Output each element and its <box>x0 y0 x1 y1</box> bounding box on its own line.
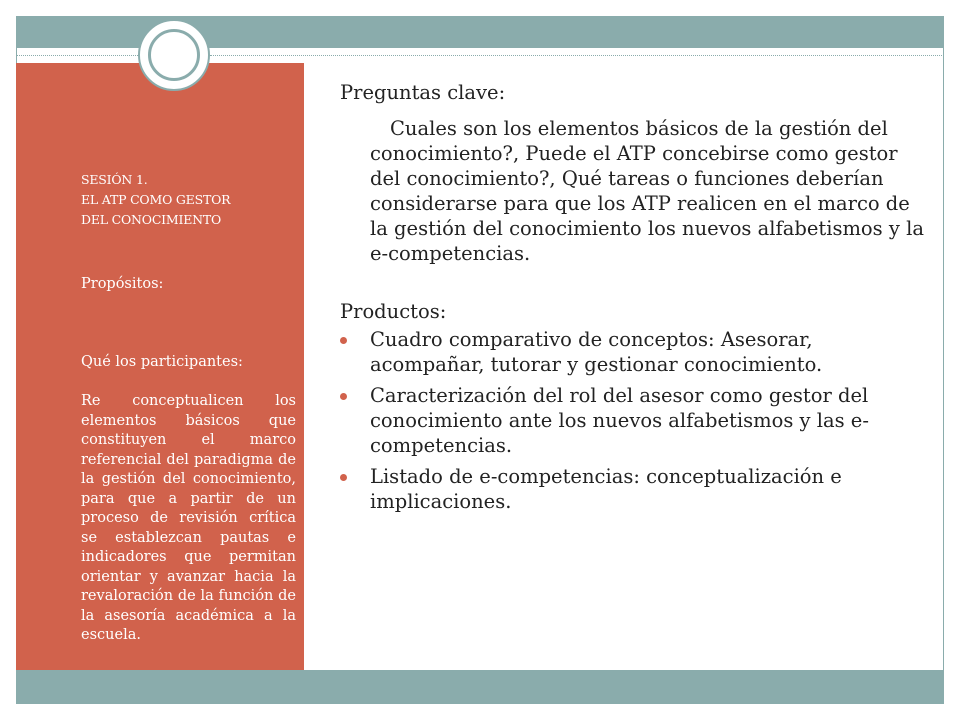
questions-heading: Preguntas clave: <box>340 81 506 104</box>
main-content <box>340 80 930 520</box>
products-list-item <box>340 383 930 458</box>
products-heading: Productos: <box>340 300 447 323</box>
left-panel <box>16 63 304 671</box>
session-title-line2: EL ATP COMO GESTOR <box>81 192 231 207</box>
bullet-icon <box>340 393 347 400</box>
bullet-icon <box>340 337 347 344</box>
session-title <box>81 170 301 230</box>
purpose-description: Re conceptualicen los elementos básicos que constituyen el marco referencial del paradigma de la gestión del conocimiento, para que a partir de un proceso de revisión crítica se establezcan pautas e indicadores que permitan orientar y avanzar hacia la revaloración de la función de la asesoría académica a la escuela. <box>81 393 296 643</box>
session-title-line3: DEL CONOCIMIENTO <box>81 212 222 227</box>
participants-label: Qué los participantes: <box>81 354 243 370</box>
product-text: Cuadro comparativo de conceptos: Asesorar, acompañar, tutorar y gestionar conocimiento. <box>370 328 823 376</box>
divider-line-right <box>210 55 944 56</box>
product-text: Caracterización del rol del asesor como gestor del conocimiento ante los nuevos alfabetismos y las e-competencias. <box>370 384 869 457</box>
products-list-item <box>340 464 930 514</box>
bullet-icon <box>340 474 347 481</box>
session-title-line1: SESIÓN 1. <box>81 172 148 187</box>
circle-badge-icon <box>138 19 210 91</box>
questions-text: Cuales son los elementos básicos de la gestión del conocimiento?, Puede el ATP concebirse como gestor del conocimiento?, Qué tareas o funciones deberían considerarse para que los ATP realicen en el marco de la gestión del conocimiento los nuevos alfabetismos y la e-competencias. <box>370 117 924 265</box>
products-list <box>340 327 930 514</box>
circle-badge-inner <box>148 29 200 81</box>
products-list-item <box>340 327 930 377</box>
divider-line-left <box>16 55 146 56</box>
bottom-band <box>16 670 944 704</box>
product-text: Listado de e-competencias: conceptualización e implicaciones. <box>370 465 842 513</box>
purpose-label: Propósitos: <box>81 276 164 292</box>
